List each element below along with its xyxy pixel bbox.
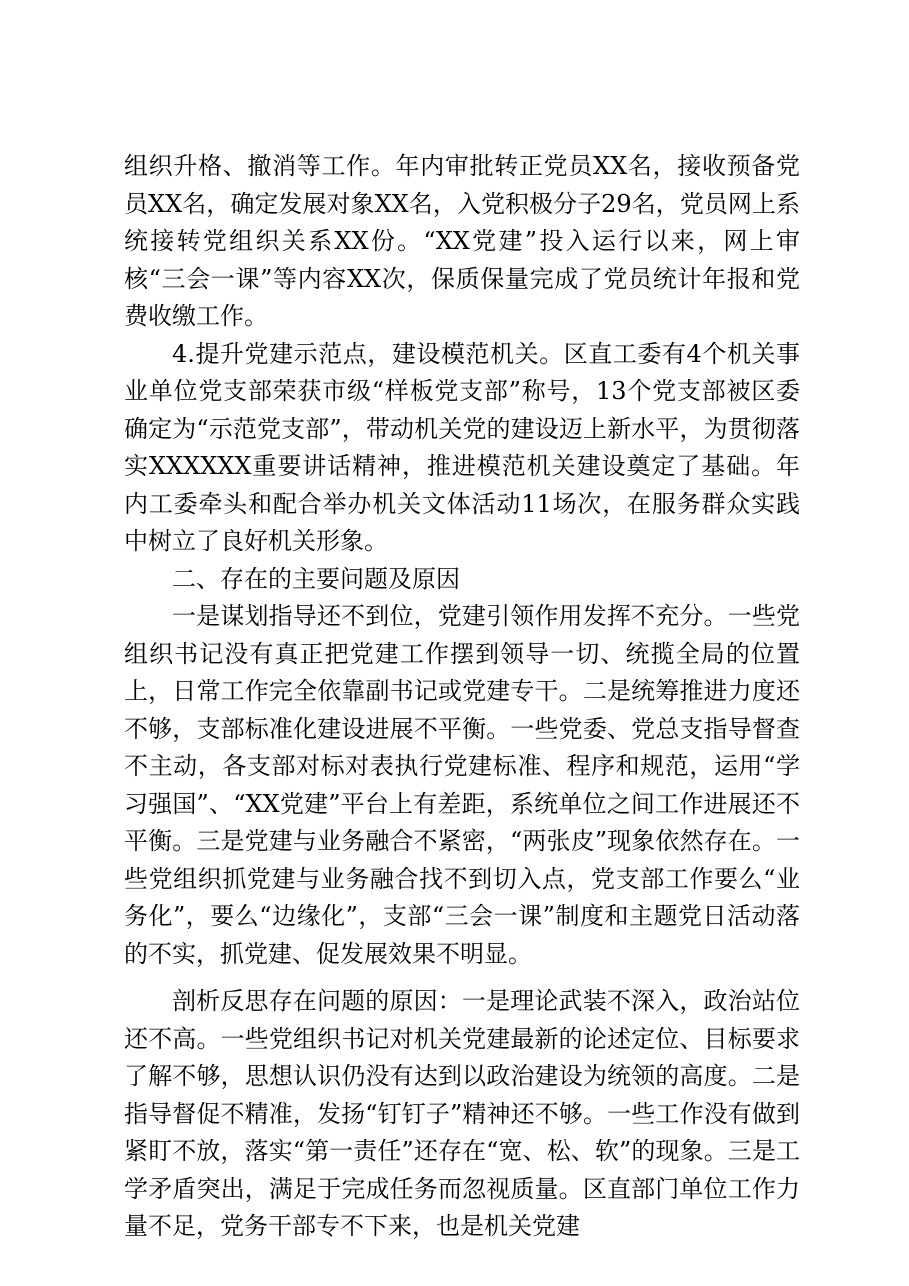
paragraph-problems: 一是谋划指导还不到位，党建引领作用发挥不充分。一些党组织书记没有真正把党建工作摆到领导一切、统揽全局的位置上，日常工作完全依靠副书记或党建专干。二是统筹推进力度还不够，支部标准化建设进展不平衡。一些党委、党总支指导督查不主动，各支部对标对表执行党建标准、程序和规范，运用“学习强国”、“XX党建”平台上有差距，系统单位之间工作进展还不平衡。三是党建与业务融合不紧密，“两张皮”现象依然存在。一些党组织抓党建与业务融合找不到切入点，党支部工作要么“业务化”，要么“边缘化”，支部“三会一课”制度和主题党日活动落的不实，抓党建、促发展效果不明显。 [124, 602, 800, 968]
document-body [124, 148, 800, 1246]
section-heading-problems: 二、存在的主要问题及原因 [172, 564, 460, 593]
paragraph-causes: 剖析反思存在问题的原因：一是理论武装不深入，政治站位还不高。一些党组织书记对机关党建最新的论述定位、目标要求了解不够，思想认识仍没有达到以政治建设为统领的高度。二是指导督促不精准，发扬“钉钉子”精神还不够。一些工作没有做到紧盯不放，落实“第一责任”还存在“宽、松、软”的现象。三是工学矛盾突出，满足于完成任务而忽视质量。区直部门单位工作力量不足，党务干部专不下来，也是机关党建 [124, 987, 800, 1240]
paragraph-model-branch: 4.提升党建示范点，建设模范机关。区直工委有4个机关事业单位党支部荣获市级“样板党支部”称号，13个党支部被区委确定为“示范党支部”，带动机关党的建设迈上新水平，为贯彻落实XXXXXX重要讲话精神，推进模范机关建设奠定了基础。年内工委牵头和配合举办机关文体活动11场次，在服务群众实践中树立了良好机关形象。 [124, 339, 800, 555]
paragraph-continuation: 组织升格、撤消等工作。年内审批转正党员XX名，接收预备党员XX名，确定发展对象XX名，入党积极分子29名，党员网上系统接转党组织关系XX份。“XX党建”投入运行以来，网上审核“三会一课”等内容XX次，保质保量完成了党员统计年报和党费收缴工作。 [124, 152, 800, 330]
